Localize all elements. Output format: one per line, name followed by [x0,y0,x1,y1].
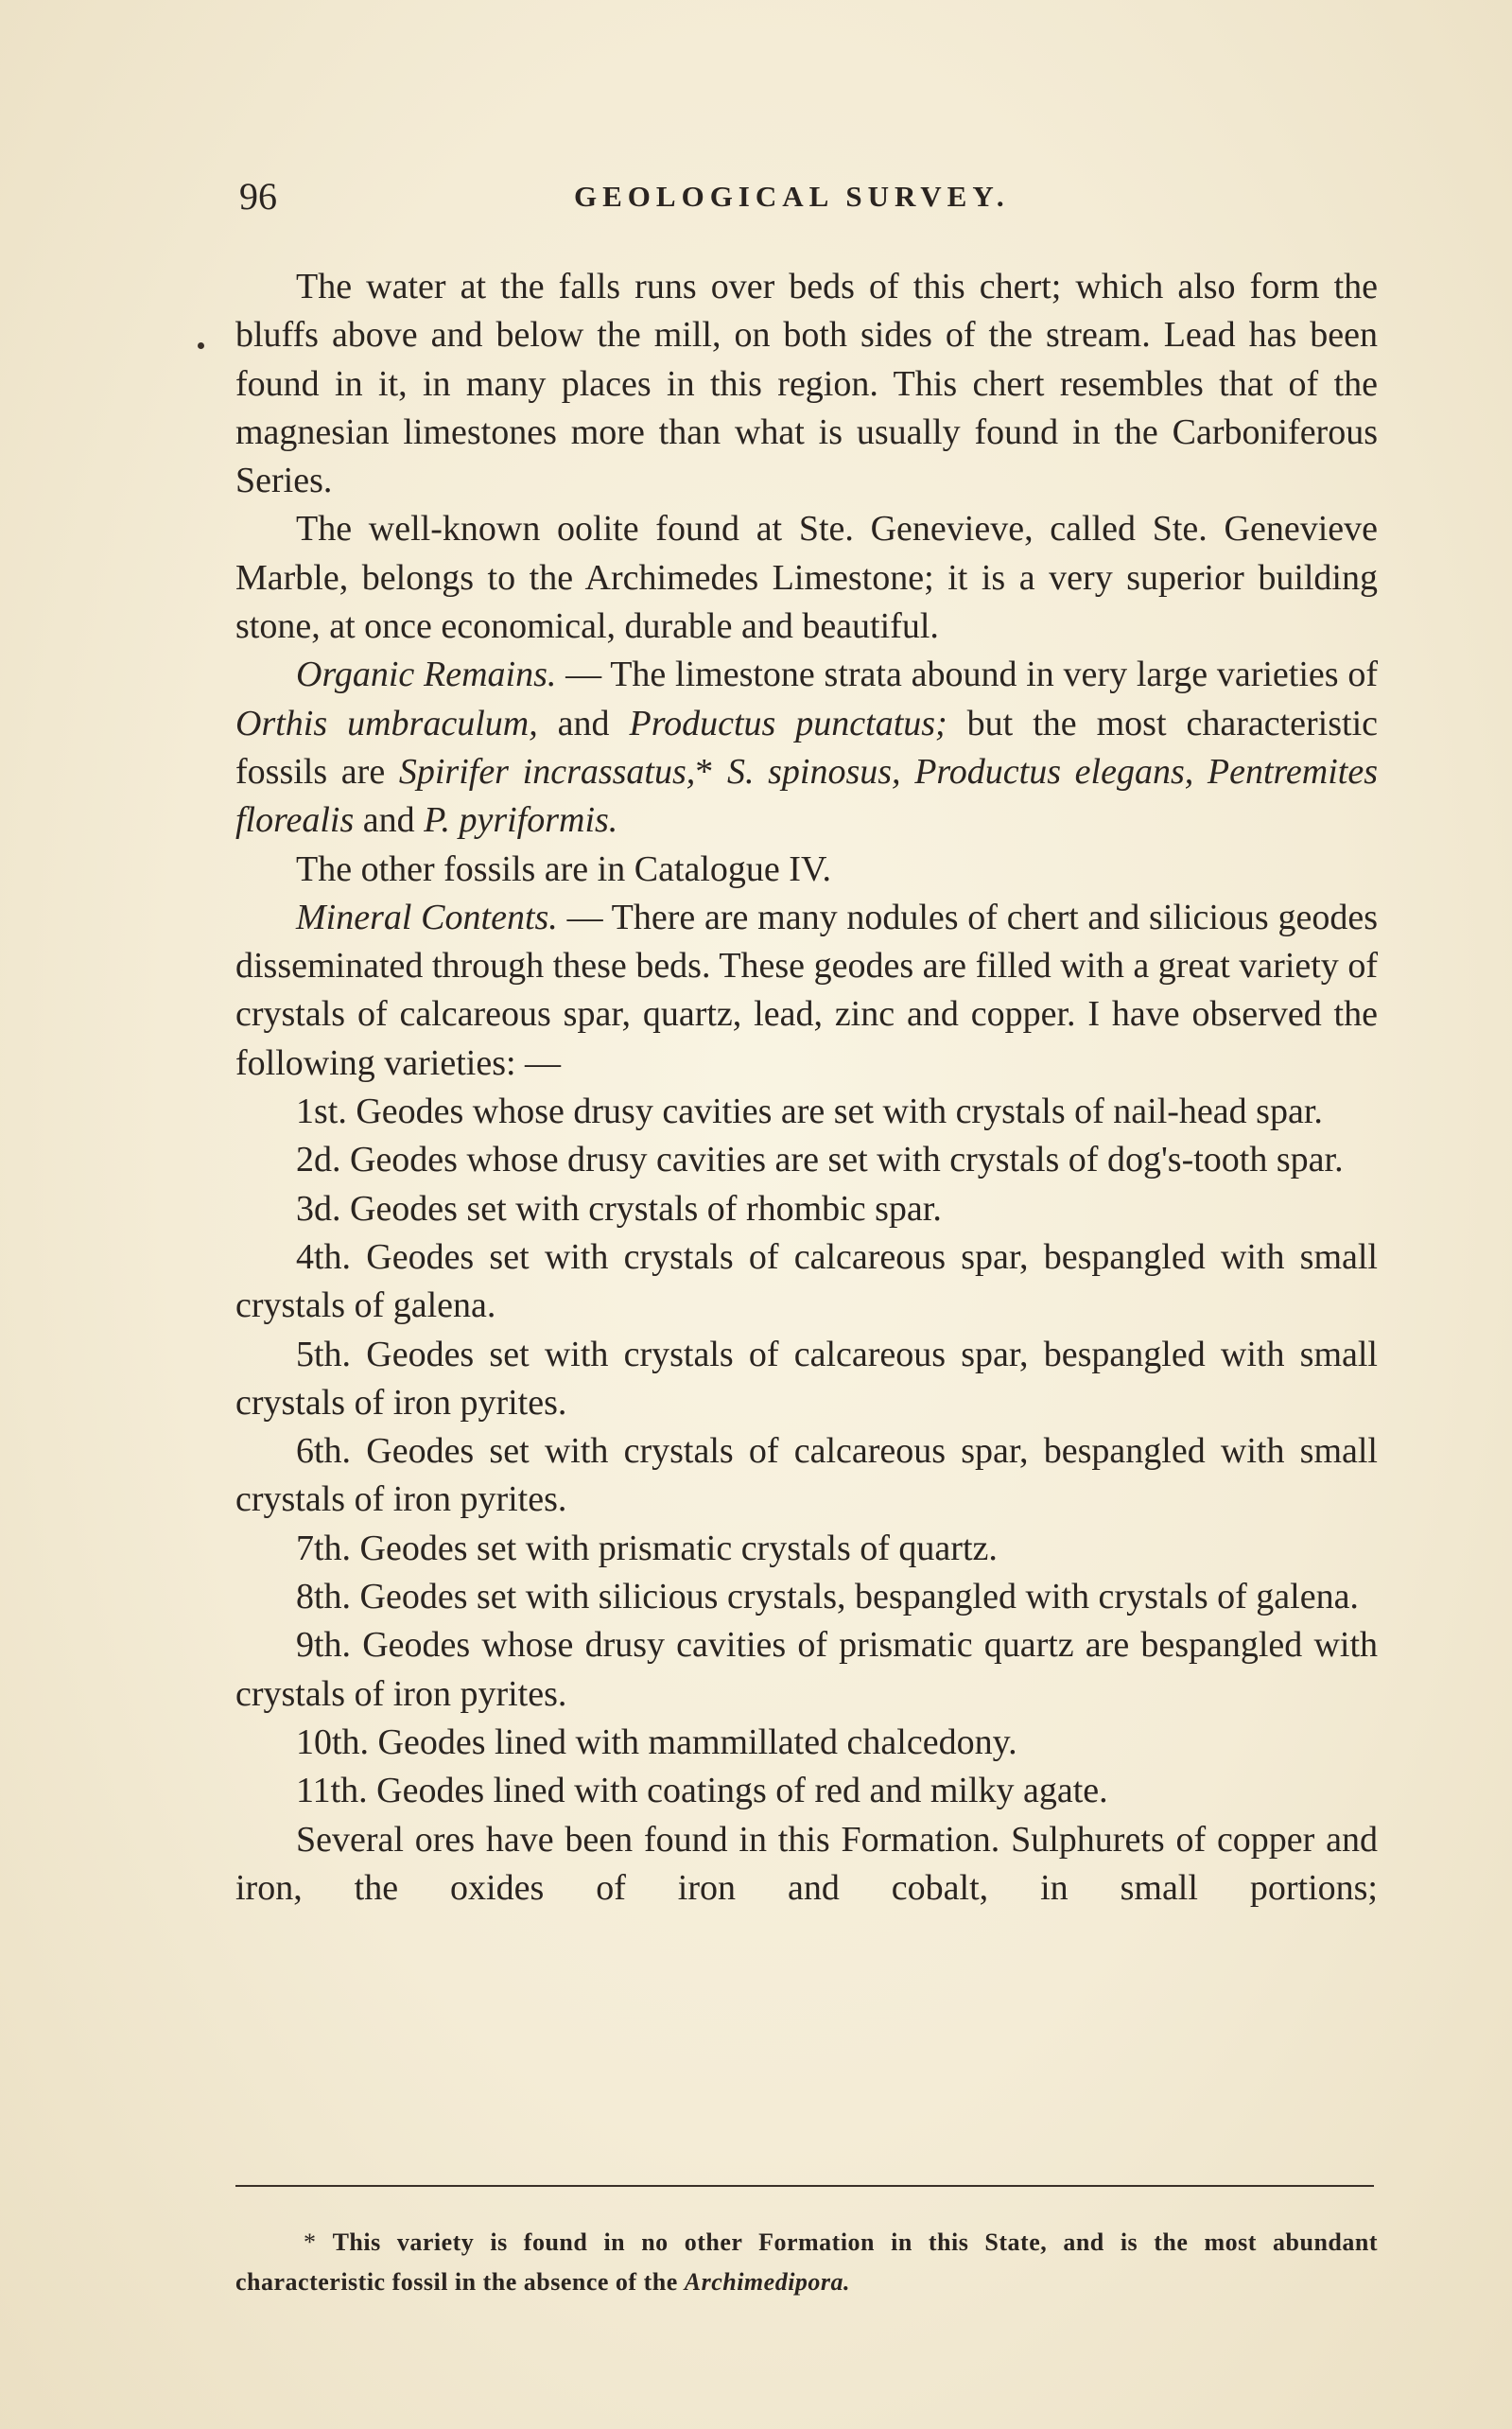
footnote-marker: * [304,2228,333,2256]
list-item: 5th. Geodes set with crystals of calcareous spar, bespangled with small crystals of iron pyrites. [235,1334,1378,1423]
list-item: 10th. Geodes lined with mammillated chalcedony. [296,1721,1017,1762]
running-head: GEOLOGICAL SURVEY. [574,180,1010,213]
footnote-ref: * [695,751,727,792]
footnote-text: This variety is found in no other Formation in this State, and is the most abundant characteristic fossil in the absence of the [235,2228,1378,2296]
page-number: 96 [239,175,277,218]
species-name: Productus punctatus; [629,703,947,743]
footnote [235,2223,1378,2302]
section-heading: Organic Remains. [296,655,557,695]
species-name: Spirifer incrassatus, [398,751,696,792]
list-item: 3d. Geodes set with crystals of rhombic spar. [296,1188,942,1229]
ink-speck [198,342,204,349]
list-item: 7th. Geodes set with prismatic crystals of quartz. [296,1528,998,1568]
list-item: 1st. Geodes whose drusy cavities are set with crystals of nail-head spar. [296,1092,1323,1132]
list-item: 11th. Geodes lined with coatings of red and milky agate. [296,1771,1108,1811]
list-item: 9th. Geodes whose drusy cavities of prismatic quartz are bespangled with crystals of iron pyrites. [235,1625,1378,1714]
paragraph-mineral-contents: Mineral Contents. — There are many nodules of chert and silicious geodes disseminated through these beds. These geodes are filled with a great variety of crystals of calcareous spar, quartz, lead, zinc and copper. I have observed the following varieties: — [235,897,1379,1083]
paragraph: The well-known oolite found at Ste. Genevieve, called Ste. Genevieve Marble, belongs to the Archimedes Limestone; it is a very superior building stone, at once economical, durable and beautiful. [235,509,1378,647]
paragraph: The water at the falls runs over beds of this chert; which also form the bluffs above and below the mill, on both sides of the stream. Lead has been found in it, in many places in this region. This chert resembles that of the magnesian limestones more than what is usually found in the Carboniferous Series. [235,267,1378,501]
paragraph: The other fossils are in Catalogue IV. [296,848,831,889]
species-name: S. spinosus, Productus elegans, Pentremites florealis [235,751,1379,841]
section-heading: Mineral Contents. [296,897,558,937]
footnote-italic: Archimedipora. [684,2268,851,2296]
footnote-divider [235,2185,1374,2187]
paragraph: Several ores have been found in this Formation. Sulphurets of copper and iron, the oxides of iron and cobalt, in small portions; [235,1819,1378,1908]
paragraph-organic-remains: Organic Remains. — The limestone strata abound in very large varieties of Orthis umbraculum, and Productus punctatus; but the most characteristic fossils are Spirifer incrassatus,* S. spinosus, Productus elegans, Pentremites florealis and P. pyriformis. [235,655,1379,841]
page-header [239,168,1374,225]
main-text [235,263,1378,1913]
list-item: 4th. Geodes set with crystals of calcareous spar, bespangled with small crystals of galena. [235,1236,1378,1326]
species-name: P. pyriformis. [424,800,618,841]
list-item: 2d. Geodes whose drusy cavities are set with crystals of dog's-tooth spar. [296,1140,1344,1180]
list-item: 8th. Geodes set with silicious crystals, bespangled with crystals of galena. [296,1577,1359,1617]
species-name: Orthis umbraculum, [235,703,538,743]
list-item: 6th. Geodes set with crystals of calcareous spar, bespangled with small crystals of iron pyrites. [235,1431,1378,1520]
